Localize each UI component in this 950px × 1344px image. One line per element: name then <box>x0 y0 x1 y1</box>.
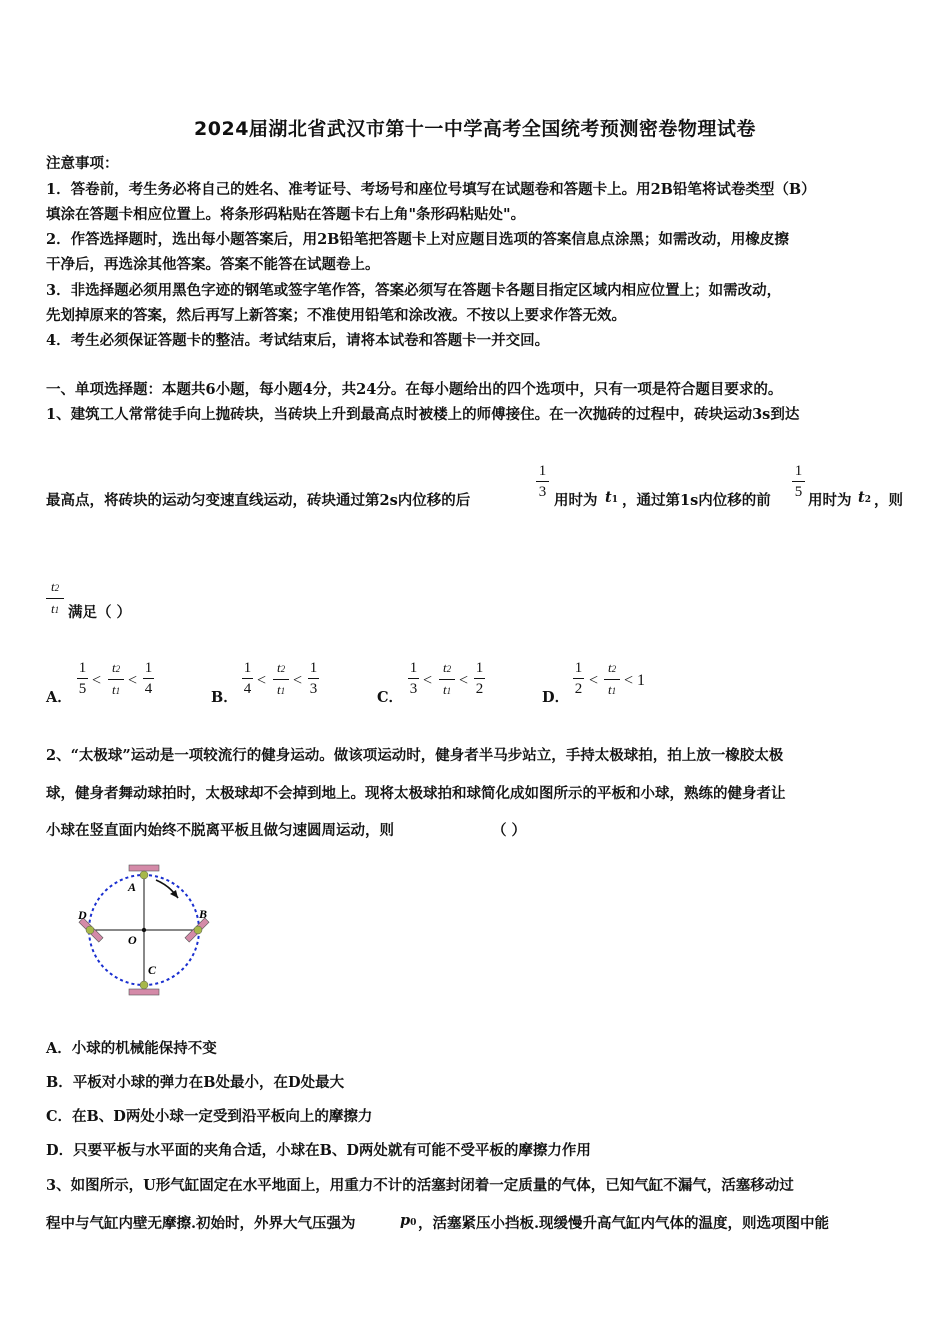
q1-ratio-tail: 满足（ ） <box>68 604 132 621</box>
ball-c <box>140 981 148 989</box>
q3-line2a: 程中与气缸内壁无摩擦.初始时，外界大气压强为 <box>46 1215 356 1232</box>
label-c: C <box>148 963 157 977</box>
q3-line2b: ，活塞紧压小挡板.现缓慢升高气缸内气体的温度，则选项图中能 <box>418 1215 830 1232</box>
label-o: O <box>128 933 137 947</box>
fraction-one-third: 1 3 <box>536 462 549 501</box>
fraction: 1 4 <box>144 660 153 697</box>
taiji-figure <box>66 858 226 1000</box>
notice-line: 2．作答选择题时，选出每小题答案后，用2B铅笔把答题卡上对应题目选项的答案信息点涂黑；如需改动，用橡皮擦 <box>46 231 789 248</box>
q1-line2c: ，通过第1s内位移的前 <box>622 492 771 509</box>
notice-line: 干净后，再选涂其他答案。答案不能答在试题卷上。 <box>46 256 380 273</box>
notice-line: 填涂在答题卡相应位置上。将条形码粘贴在答题卡右上角"条形码粘贴处"。 <box>46 206 526 223</box>
fraction: 1 2 <box>475 660 484 697</box>
arrow-head-icon <box>170 890 178 898</box>
less-than: < <box>423 672 433 689</box>
q1-line1: 1、建筑工人常常徒手向上抛砖块，当砖块上升到最高点时被楼上的师傅接住。在一次抛砖的过程中，砖块运动3s到达 <box>46 406 800 423</box>
less-than: < <box>92 672 102 689</box>
fraction: 1 4 <box>243 660 252 697</box>
q2-option-a[interactable]: A．小球的机械能保持不变 <box>46 1040 217 1057</box>
option-label: B． <box>211 689 238 706</box>
ratio-t2-t1: t2 t1 <box>46 578 64 619</box>
t2-symbol: t2 <box>858 489 871 506</box>
less-than: < <box>293 672 303 689</box>
less-than: < <box>459 672 469 689</box>
less-than: < <box>257 672 267 689</box>
notice-line: 4．考生必须保证答题卡的整洁。考试结束后，请将本试卷和答题卡一并交回。 <box>46 332 550 349</box>
less-than: < <box>128 672 138 689</box>
q3-line1: 3、如图所示，U形气缸固定在水平地面上，用重力不计的活塞封闭着一定质量的气体，已知气缸不漏气，活塞移动过 <box>46 1177 794 1194</box>
fraction: 1 2 <box>574 660 583 697</box>
option-label: C． <box>377 689 404 706</box>
label-b: B <box>199 907 208 921</box>
q2-line2: 球，健身者舞动球拍时，太极球却不会掉到地上。现将太极球拍和球简化成如图所示的平板和小球，熟练的健身者让 <box>46 785 786 802</box>
plate-top <box>129 865 159 871</box>
less-than: < <box>624 672 634 689</box>
section-heading: 一、单项选择题：本题共6小题，每小题4分，共24分。在每小题给出的四个选项中，只有一项是符合题目要求的。 <box>46 381 783 398</box>
notice-heading: 注意事项： <box>46 155 119 172</box>
fraction-t2-t1: t2 t1 <box>108 659 124 700</box>
fraction-one-fifth: 1 5 <box>792 462 805 501</box>
fraction: 1 3 <box>409 660 418 697</box>
label-d: D <box>78 908 87 922</box>
label-a: A <box>128 880 137 894</box>
option-label: D． <box>542 689 570 706</box>
center-point <box>142 928 146 932</box>
fraction-t2-t1: t2 t1 <box>604 659 620 700</box>
q1-line2b: 用时为 <box>554 492 598 509</box>
q2-option-d[interactable]: D．只要平板与水平面的夹角合适，小球在B、D两处就有可能不受平板的摩擦力作用 <box>46 1142 591 1159</box>
fraction: 1 5 <box>78 660 87 697</box>
q1-line2d: 用时为 <box>808 492 852 509</box>
q2-option-b[interactable]: B．平板对小球的弹力在B处最小，在D处最大 <box>46 1074 345 1091</box>
notice-line: 1．答卷前，考生务必将自己的姓名、准考证号、考场号和座位号填写在试题卷和答题卡上。用2B铅笔将试卷类型（B） <box>46 181 816 198</box>
q1-line2a: 最高点，将砖块的运动匀变速直线运动，砖块通过第2s内位移的后 <box>46 492 471 509</box>
notice-line: 先划掉原来的答案，然后再写上新答案；不准使用铅笔和涂改液。不按以上要求作答无效。 <box>46 307 626 324</box>
t1-symbol: t1 <box>605 489 618 506</box>
q1-line2e: ，则 <box>874 492 903 509</box>
fraction-t2-t1: t2 t1 <box>273 659 289 700</box>
option-value: 1 <box>637 672 645 689</box>
p0-symbol: p0 <box>400 1212 417 1229</box>
option-label: A． <box>46 689 72 706</box>
page-title: 2024届湖北省武汉市第十一中学高考全国统考预测密卷物理试卷 <box>194 118 756 140</box>
notice-line: 3．非选择题必须用黑色字迹的钢笔或签字笔作答，答案必须写在答题卡各题目指定区域内相应位置上；如需改动， <box>46 282 782 299</box>
less-than: < <box>589 672 599 689</box>
plate-bottom <box>129 989 159 995</box>
ball-d <box>86 926 94 934</box>
fraction-t2-t1: t2 t1 <box>439 659 455 700</box>
q2-answer-paren: （ ） <box>492 822 527 839</box>
ball-b <box>194 926 202 934</box>
q2-line3: 小球在竖直面内始终不脱离平板且做匀速圆周运动，则 <box>46 822 394 839</box>
fraction: 1 3 <box>309 660 318 697</box>
q2-option-c[interactable]: C．在B、D两处小球一定受到沿平板向上的摩擦力 <box>46 1108 373 1125</box>
q2-line1: 2、“太极球”运动是一项较流行的健身运动。做该项运动时，健身者半马步站立，手持太极球拍，拍上放一橡胶太极 <box>46 747 784 764</box>
ball-a <box>140 871 148 879</box>
